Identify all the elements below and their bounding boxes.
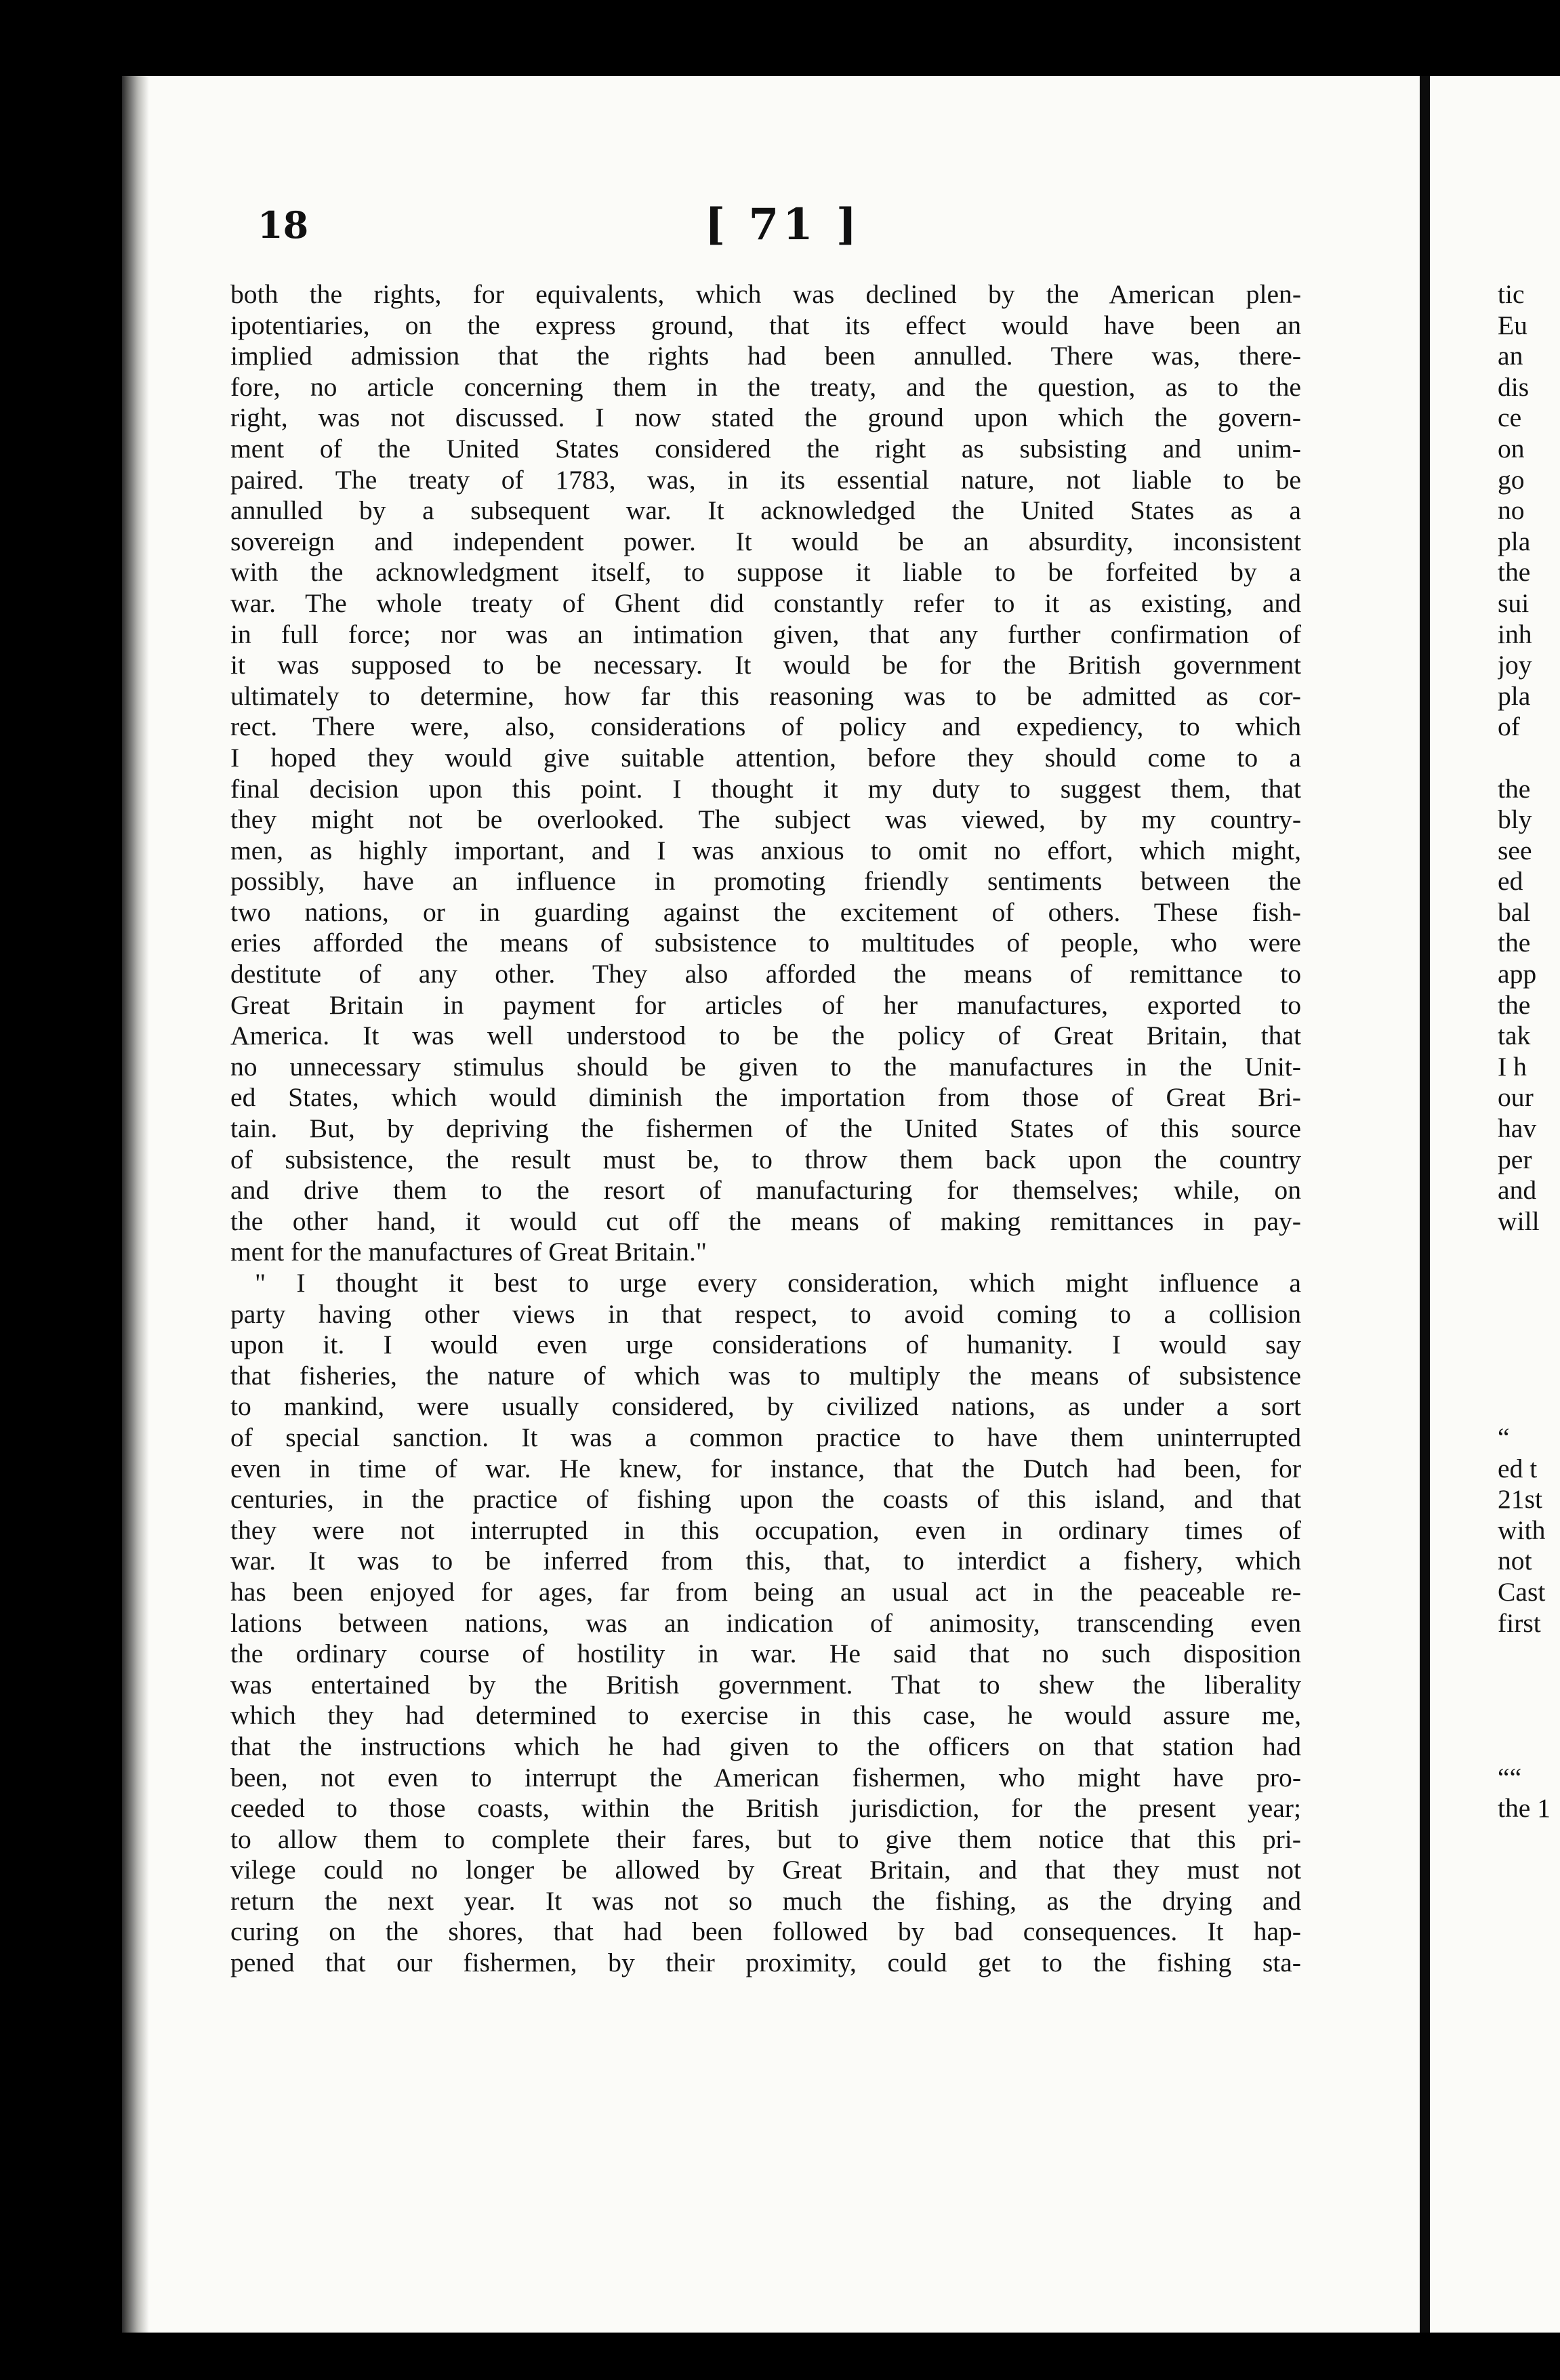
fragment-line: 21st bbox=[1498, 1484, 1542, 1515]
text-line: sovereign and independent power. It would be an absurdity, inconsistent bbox=[230, 526, 1301, 556]
text-line: in full force; nor was an intimation given, that any further confirmation of bbox=[230, 619, 1301, 649]
blank-line bbox=[1498, 1330, 1560, 1361]
fragment-line: not bbox=[1498, 1546, 1532, 1576]
text-line: of subsistence, the result must be, to throw them back upon the country bbox=[230, 1144, 1301, 1174]
fragment-line: with bbox=[1498, 1515, 1546, 1545]
fragment-line: the bbox=[1498, 989, 1531, 1020]
fragment-line: the bbox=[1498, 557, 1531, 588]
text-line: pened that our fishermen, by their proximity, could get to the fishing sta- bbox=[230, 1948, 1301, 1978]
text-line: ed States, which would diminish the importation from those of Great Bri- bbox=[230, 1082, 1301, 1113]
page-number: 18 bbox=[258, 203, 309, 247]
text-line: implied admission that the rights had been annulled. There was, there- bbox=[230, 341, 1301, 371]
text-line: was entertained by the British government. That to shew the liberality bbox=[230, 1669, 1301, 1700]
fragment-line: inh bbox=[1498, 619, 1532, 649]
text-line: possibly, have an influence in promoting friendly sentiments between the bbox=[230, 866, 1301, 897]
text-line: upon it. I would even urge considerations of humanity. I would say bbox=[230, 1330, 1301, 1360]
text-line: the ordinary course of hostility in war. He said that no such disposition bbox=[230, 1639, 1301, 1669]
text-line: lations between nations, was an indication of animosity, transcending even bbox=[230, 1607, 1301, 1638]
folio-number: [ 71 ] bbox=[705, 199, 861, 250]
binding-shadow bbox=[122, 76, 149, 2333]
text-line: has been enjoyed for ages, far from being an usual act in the peaceable re- bbox=[230, 1576, 1301, 1607]
fragment-line: dis bbox=[1498, 371, 1530, 402]
fragment-line: tak bbox=[1498, 1021, 1531, 1051]
right-page-fragment bbox=[1498, 279, 1560, 1824]
fragment-line: the 1 bbox=[1498, 1793, 1551, 1824]
fragment-line: ed t bbox=[1498, 1453, 1538, 1483]
fragment-line: ce bbox=[1498, 403, 1522, 433]
text-line: ultimately to determine, how far this reasoning was to be admitted as cor- bbox=[230, 680, 1301, 711]
text-line: America. It was well understood to be the policy of Great Britain, that bbox=[230, 1021, 1301, 1051]
text-line: paired. The treaty of 1783, was, in its essential nature, not liable to be bbox=[230, 464, 1301, 495]
text-line: annulled by a subsequent war. It acknowledged the United States as a bbox=[230, 495, 1301, 526]
text-line: of special sanction. It was a common practice to have them uninterrupted bbox=[230, 1422, 1301, 1452]
fragment-line: ““ bbox=[1498, 1762, 1522, 1792]
fragment-line: an bbox=[1498, 341, 1523, 371]
fragment-line: see bbox=[1498, 835, 1532, 865]
text-line: ipotentiaries, on the express ground, that its effect would have been an bbox=[230, 310, 1301, 340]
fragment-line: sui bbox=[1498, 588, 1530, 618]
text-line: war. The whole treaty of Ghent did constantly refer to it as existing, and bbox=[230, 588, 1301, 618]
text-line: return the next year. It was not so much the fishing, as the drying and bbox=[230, 1885, 1301, 1916]
text-line: even in time of war. He knew, for instance, that the Dutch had been, for bbox=[230, 1453, 1301, 1483]
fragment-line: per bbox=[1498, 1144, 1532, 1174]
text-line: that fisheries, the nature of which was to multiply the means of subsistence bbox=[230, 1360, 1301, 1391]
fragment-line: our bbox=[1498, 1082, 1534, 1113]
text-line: " I thought it best to urge every consideration, which might influence a bbox=[255, 1268, 1301, 1298]
text-line: Great Britain in payment for articles of her manufactures, exported to bbox=[230, 989, 1301, 1020]
text-line: destitute of any other. They also afforded the means of remittance to bbox=[230, 959, 1301, 989]
text-line: which they had determined to exercise in this case, he would assure me, bbox=[230, 1700, 1301, 1731]
fragment-line: tic bbox=[1498, 279, 1525, 309]
fragment-line: pla bbox=[1498, 526, 1531, 556]
body-text bbox=[230, 279, 1301, 1979]
text-line: ceeded to those coasts, within the British jurisdiction, for the present year; bbox=[230, 1793, 1301, 1824]
text-line: and drive them to the resort of manufacturing for themselves; while, on bbox=[230, 1175, 1301, 1206]
blank-line bbox=[1498, 743, 1560, 774]
text-line: no unnecessary stimulus should be given to the manufactures in the Unit- bbox=[230, 1051, 1301, 1082]
fragment-line: go bbox=[1498, 464, 1525, 495]
page-gutter bbox=[1420, 76, 1430, 2333]
blank-line bbox=[1498, 1391, 1560, 1422]
fragment-line: joy bbox=[1498, 650, 1532, 680]
text-line: ment of the United States considered the right as subsisting and unim- bbox=[230, 433, 1301, 464]
text-line: they were not interrupted in this occupation, even in ordinary times of bbox=[230, 1515, 1301, 1545]
text-line: centuries, in the practice of fishing upon the coasts of this island, and that bbox=[230, 1484, 1301, 1515]
text-line: they might not be overlooked. The subject was viewed, by my country- bbox=[230, 804, 1301, 835]
text-line: party having other views in that respect, to avoid coming to a collision bbox=[230, 1298, 1301, 1329]
blank-line bbox=[1498, 1700, 1560, 1731]
text-line: fore, no article concerning them in the treaty, and the question, as to the bbox=[230, 371, 1301, 402]
fragment-line: pla bbox=[1498, 680, 1531, 711]
fragment-line: of bbox=[1498, 712, 1520, 742]
fragment-line: ed bbox=[1498, 866, 1523, 897]
text-line: it was supposed to be necessary. It would be for the British government bbox=[230, 650, 1301, 680]
blank-line bbox=[1498, 1731, 1560, 1763]
text-line: both the rights, for equivalents, which was declined by the American plen- bbox=[230, 279, 1301, 309]
fragment-line: and bbox=[1498, 1175, 1537, 1206]
text-line: to mankind, were usually considered, by civilized nations, as under a sort bbox=[230, 1391, 1301, 1422]
fragment-line: Cast bbox=[1498, 1576, 1546, 1607]
fragment-line: “ bbox=[1498, 1422, 1510, 1452]
text-line: final decision upon this point. I thought it my duty to suggest them, that bbox=[230, 773, 1301, 804]
text-line: ment for the manufactures of Great Britain." bbox=[230, 1237, 707, 1267]
blank-line bbox=[1498, 1268, 1560, 1299]
text-line: two nations, or in guarding against the excitement of others. These fish- bbox=[230, 897, 1301, 927]
text-line: to allow them to complete their fares, but to give them notice that this pri- bbox=[230, 1824, 1301, 1854]
fragment-line: no bbox=[1498, 495, 1525, 526]
fragment-line: the bbox=[1498, 928, 1531, 958]
text-line: curing on the shores, that had been followed by bad consequences. It hap- bbox=[230, 1916, 1301, 1947]
fragment-line: hav bbox=[1498, 1113, 1537, 1144]
text-line: eries afforded the means of subsistence to multitudes of people, who were bbox=[230, 928, 1301, 958]
text-line: rect. There were, also, considerations of policy and expediency, to which bbox=[230, 712, 1301, 742]
fragment-line: first bbox=[1498, 1607, 1541, 1638]
text-line: right, was not discussed. I now stated the ground upon which the govern- bbox=[230, 403, 1301, 433]
text-line: men, as highly important, and I was anxious to omit no effort, which might, bbox=[230, 835, 1301, 865]
text-line: been, not even to interrupt the American fishermen, who might have pro- bbox=[230, 1762, 1301, 1792]
text-line: vilege could no longer be allowed by Great Britain, and that they must not bbox=[230, 1855, 1301, 1885]
text-line: the other hand, it would cut off the means of making remittances in pay- bbox=[230, 1206, 1301, 1236]
fragment-line: Eu bbox=[1498, 310, 1527, 340]
fragment-line: app bbox=[1498, 959, 1537, 989]
running-head bbox=[258, 199, 1315, 278]
blank-line bbox=[1498, 1670, 1560, 1701]
text-line: tain. But, by depriving the fishermen of the United States of this source bbox=[230, 1113, 1301, 1144]
fragment-line: I h bbox=[1498, 1051, 1527, 1082]
blank-line bbox=[1498, 1361, 1560, 1392]
fragment-line: on bbox=[1498, 433, 1525, 464]
fragment-line: will bbox=[1498, 1206, 1540, 1236]
text-line: that the instructions which he had given to the officers on that station had bbox=[230, 1731, 1301, 1761]
text-line: I hoped they would give suitable attention, before they should come to a bbox=[230, 742, 1301, 773]
fragment-line: bal bbox=[1498, 897, 1531, 927]
fragment-line: bly bbox=[1498, 804, 1532, 835]
blank-line bbox=[1498, 1237, 1560, 1268]
blank-line bbox=[1498, 1639, 1560, 1670]
text-line: with the acknowledgment itself, to suppose it liable to be forfeited by a bbox=[230, 557, 1301, 588]
text-line: war. It was to be inferred from this, that, to interdict a fishery, which bbox=[230, 1546, 1301, 1576]
blank-line bbox=[1498, 1299, 1560, 1330]
fragment-line: the bbox=[1498, 773, 1531, 804]
